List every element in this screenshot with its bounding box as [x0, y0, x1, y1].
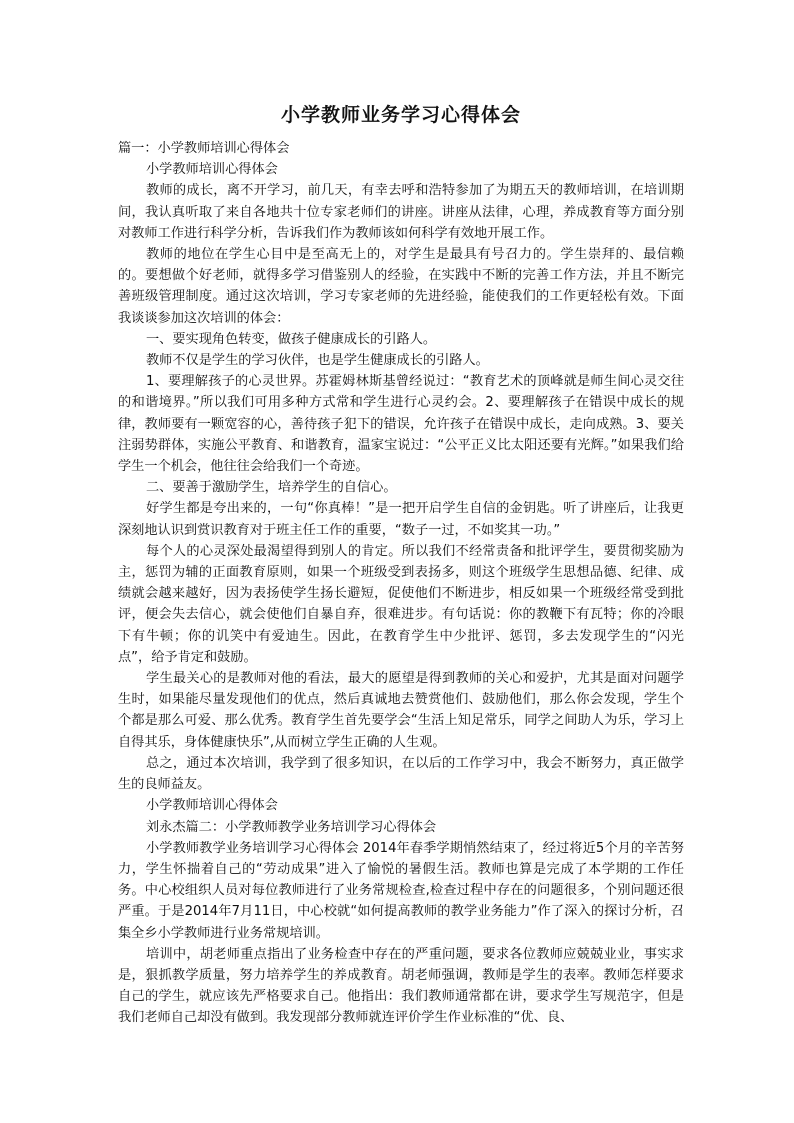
paragraph: 学生最关心的是教师对他的看法，最大的愿望是得到教师的关心和爱护，尤其是面对问题学生时，如果能尽量发现他们的优点，然后真诚地去赞赏他们、鼓励他们，那么你会发现，学生个个都是那么可爱、那么优秀。教育学生首先要学会“生活上知足常乐，同学之间助人为乐，学习上自得其乐，身体健康快乐”,从而树立学生正确的人生观。	[118, 671, 684, 750]
section-heading-2: 刘永杰篇二：小学教师教学业务培训学习心得体会	[146, 819, 437, 835]
paragraph: 教师的地位在学生心目中是至高无上的，对学生是最具有号召力的。学生崇拜的、最信赖的。要想做个好老师，就得多学习借鉴别人的经验，在实践中不断的完善工作方法，并且不断完善班级管理制度。通过这次培训，学习专家老师的先进经验，能使我们的工作更轻松有效。下面我谈谈参加这次培训的体会：	[118, 247, 684, 326]
paragraph: 培训中，胡老师重点指出了业务检查中存在的严重问题，要求各位教师应兢兢业业，事实求是，狠抓教学质量，努力培养学生的养成教育。胡老师强调，教师是学生的表率。教师怎样要求自己的学生，就应该先严格要求自己。他指出：我们教师通常都在讲，要求学生写规范字，但是我们老师自己却没有做到。我发现部分教师就连评价学生作业标准的“优、良、	[118, 946, 684, 1026]
paragraph: 1、要理解孩子的心灵世界。苏霍姆林斯基曾经说过：“教育艺术的顶峰就是师生间心灵交往的和谐境界。”所以我们可用多种方式常和学生进行心灵约会。2、要理解孩子在错误中成长的规律，教师要有一颗宽容的心，善待孩子犯下的错误，允许孩子在错误中成长，走向成熟。3、要关注弱势群体，实施公平教育、和谐教育，温家宝说过：“公平正义比太阳还要有光辉。”如果我们给学生一个机会，他往往会给我们一个奇迹。	[118, 374, 684, 475]
paragraph: 教师的成长，离不开学习，前几天，有幸去呼和浩特参加了为期五天的教师培训，在培训期间，我认真听取了来自各地共十位专家老师们的讲座。讲座从法律，心理，养成教育等方面分别对教师工作进行科学分析，告诉我们作为教师该如何科学有效地开展工作。	[118, 183, 684, 241]
document-title: 小学教师业务学习心得体会	[280, 104, 521, 126]
point-heading-2: 二、要善于激励学生，培养学生的自信心。	[146, 480, 397, 496]
paragraph: 教师不仅是学生的学习伙伴，也是学生健康成长的引路人。	[146, 353, 489, 369]
paragraph: 总之，通过本次培训，我学到了很多知识，在以后的工作学习中，我会不断努力，真正做学生的良师益友。	[118, 755, 684, 793]
paragraph: 好学生都是夸出来的，一句“你真棒！”是一把开启学生自信的金钥匙。听了讲座后，让我更深刻地认识到赏识教育对于班主任工作的重要，“数子一过，不如奖其一功。”	[118, 501, 684, 538]
subheading: 小学教师培训心得体会	[146, 162, 278, 178]
document-page	[118, 102, 684, 1029]
subheading: 小学教师培训心得体会	[146, 798, 278, 814]
paragraph: 小学教师教学业务培训学习心得体会 2014年春季学期悄然结束了，经过将近5个月的辛苦努力，学生怀揣着自己的“劳动成果”进入了愉悦的暑假生活。教师也算是完成了本学期的工作任务。中心校组织人员对每位教师进行了业务常规检查,检查过程中存在的问题很多，个别问题还很严重。于是2014年7月11日，中心校就“如何提高教师的教学业务能力”作了深入的探讨分析，召集全乡小学教师进行业务常规培训。	[118, 840, 684, 941]
point-heading-1: 一、要实现角色转变，做孩子健康成长的引路人。	[146, 331, 437, 347]
paragraph: 每个人的心灵深处最渴望得到别人的肯定。所以我们不经常责备和批评学生，要贯彻奖励为主，惩罚为辅的正面教育原则，如果一个班级受到表扬多，则这个班级学生思想品德、纪律、成绩就会越来越好，因为表扬使学生扬长避短，促使他们不断进步，相反如果一个班级经常受到批评，便会失去信心，就会使他们自暴自弃，很难进步。有句话说：你的教鞭下有瓦特；你的冷眼下有牛顿；你的讥笑中有爱迪生。因此，在教育学生中少批评、惩罚，多去发现学生的“闪光点”，给予肯定和鼓励。	[118, 543, 684, 665]
section-heading-1: 篇一：小学教师培训心得体会	[118, 141, 290, 156]
